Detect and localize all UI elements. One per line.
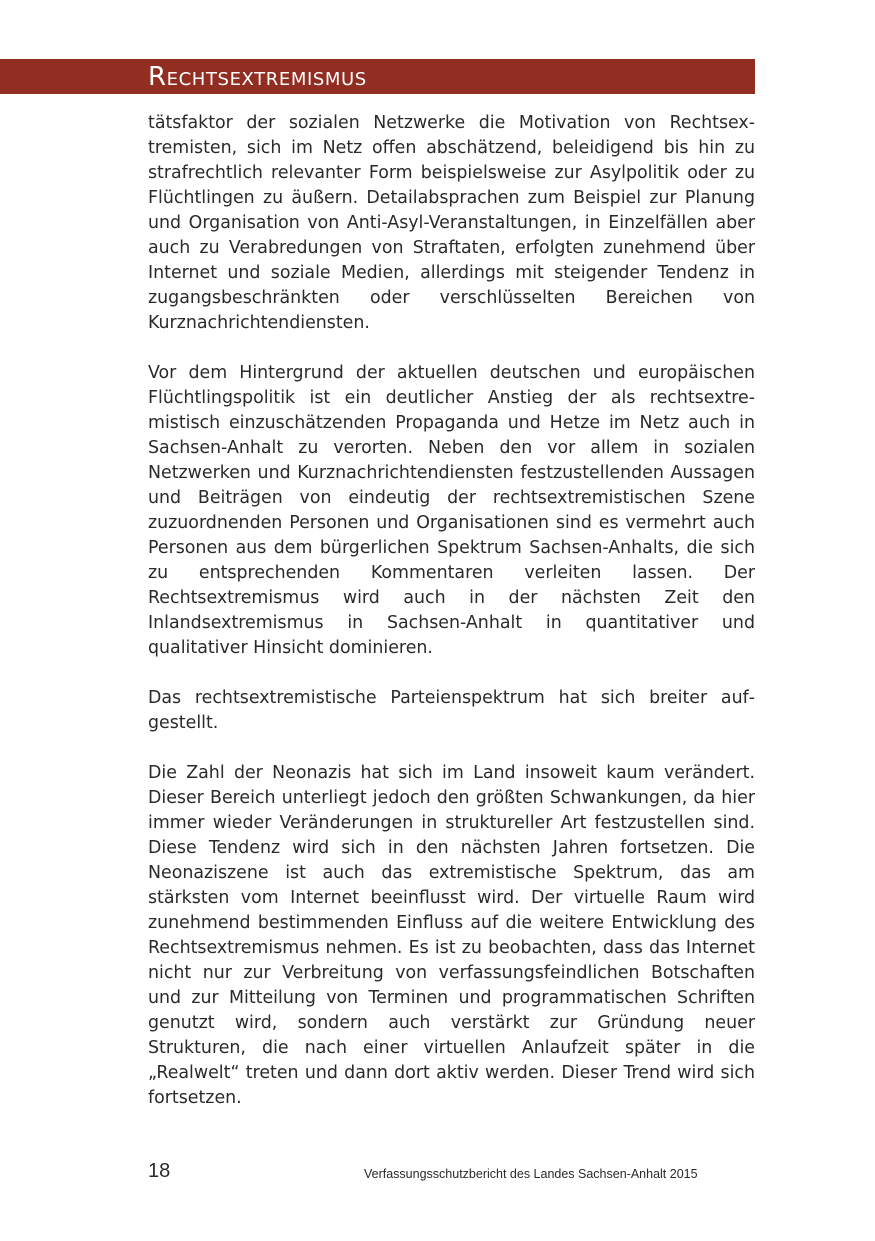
paragraph: Die Zahl der Neonazis hat sich im Land insoweit kaum verändert. Dieser Bereich unterliegt jedoch den größten Schwankungen, da hier immer wieder Veränderungen in struktureller Art festzustellen sind. Diese Tendenz wird sich in den nächsten Jahren fortsetzen. Die Neonaziszene ist auch das extremistische Spektrum, das am stärksten vom Internet beeinflusst wird. Der virtuelle Raum wird zunehmend bestimmenden Einfluss auf die weitere Entwicklung des Rechtsextremismus nehmen. Es ist zu beobachten, dass das Internet nicht nur zur Verbreitung von verfassungsfeindlichen Botschaften und zur Mitteilung von Terminen und programmatischen Schriften genutzt wird, sondern auch verstärkt zur Gründung neuer Strukturen, die nach einer virtuellen Anlaufzeit später in die „Realwelt“ treten und dann dort aktiv werden. Dieser Trend wird sich fortsetzen. — [148, 763, 755, 1108]
body-text — [148, 111, 755, 1136]
paragraph: Das rechtsextremistische Parteienspektrum hat sich breiter aufgestellt. — [148, 688, 755, 733]
paragraph: tätsfaktor der sozialen Netzwerke die Motivation von Rechtsextremisten, sich im Netz offen abschätzend, beleidigend bis hin zu strafrechtlich relevanter Form beispielsweise zur Asylpolitik oder zu Flüchtlingen zu äußern. Detailabsprachen zum Beispiel zur Planung und Organisation von Anti-Asyl-Veranstaltungen, in Einzelfällen aber auch zu Verabredungen von Straftaten, erfolgten zunehmend über Internet und soziale Medien, allerdings mit steigender Tendenz in zugangsbeschränkten oder verschlüsselten Bereichen von Kurznachrichtendiensten. — [148, 113, 755, 333]
page-number: 18 — [148, 1160, 171, 1182]
paragraph: Vor dem Hintergrund der aktuellen deutschen und europäischen Flüchtlingspolitik ist ein deutlicher Anstieg der als rechtsextremistisch einzuschätzenden Propaganda und Hetze im Netz auch in Sachsen-Anhalt zu verorten. Neben den vor allem in sozialen Netzwerken und Kurznachrichtendiensten festzustellenden Aussagen und Beiträgen von eindeutig der rechtsextremistischen Szene zuzuordnenden Personen und Organisationen sind es vermehrt auch Personen aus dem bürgerlichen Spektrum Sachsen-Anhalts, die sich zu entsprechenden Kommentaren verleiten lassen. Der Rechtsextremismus wird auch in der nächsten Zeit den Inlandsextremismus in Sachsen-Anhalt in quantitativer und qualitativer Hinsicht dominieren. — [148, 363, 755, 658]
section-header-band — [0, 59, 755, 94]
section-title: Rechtsextremismus — [148, 62, 367, 92]
footer-publication: Verfassungsschutzbericht des Landes Sachsen-Anhalt 2015 — [364, 1167, 698, 1181]
